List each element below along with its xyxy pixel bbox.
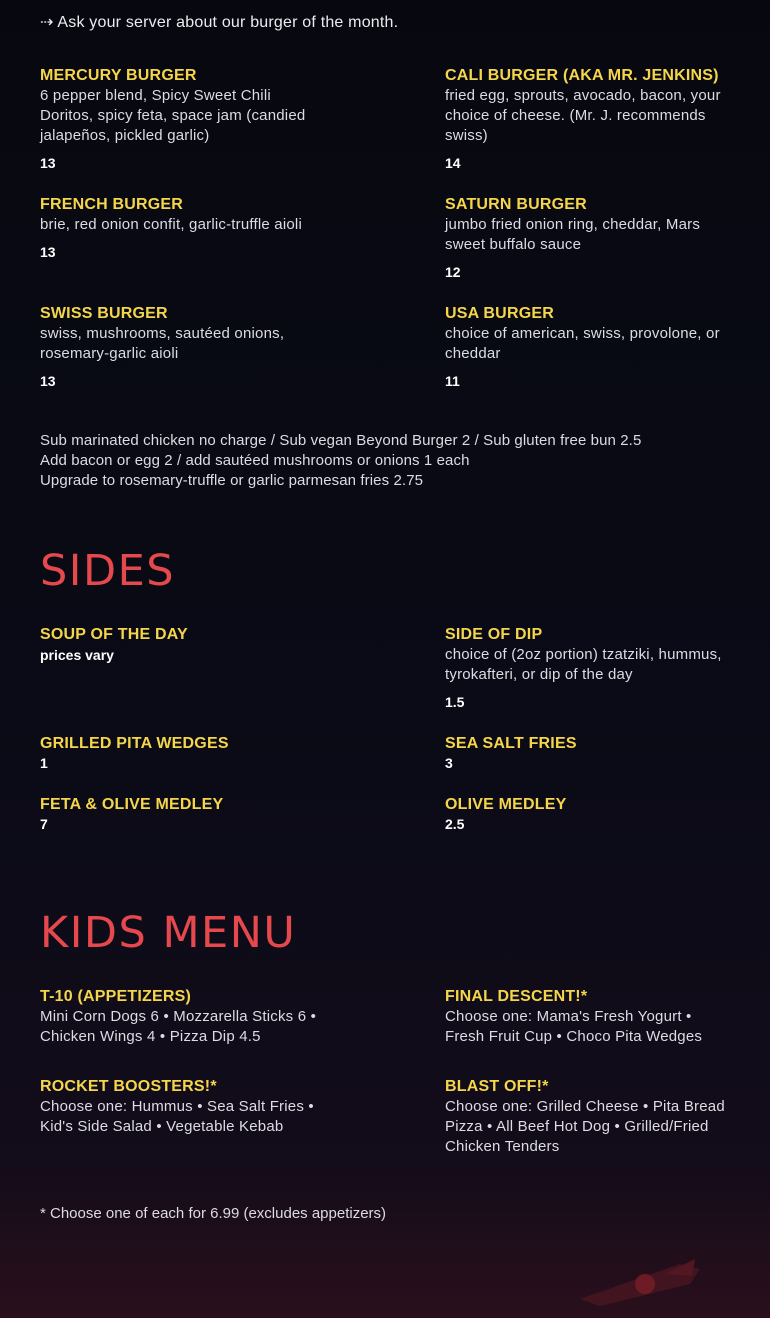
item-price: 13	[40, 244, 56, 260]
item-description: fried egg, sprouts, avocado, bacon, your choice of cheese. (Mr. J. recommends swiss)	[445, 87, 721, 144]
rocket-logo-icon	[570, 1244, 710, 1314]
item-name: SEA SALT FRIES	[445, 735, 577, 752]
item-description: Choose one: Hummus • Sea Salt Fries • Kid's Side Salad • Vegetable Kebab	[40, 1098, 314, 1135]
item-description: choice of american, swiss, provolone, or cheddar	[445, 325, 720, 362]
item-name: T-10 (APPETIZERS)	[40, 988, 191, 1005]
item-price: 13	[40, 155, 56, 171]
item-name: FETA & OLIVE MEDLEY	[40, 796, 224, 813]
menu-item	[445, 795, 740, 833]
menu-item	[445, 304, 740, 390]
item-name: USA BURGER	[445, 305, 554, 322]
menu-item	[40, 987, 445, 1077]
item-price: 11	[445, 373, 460, 389]
price-note: prices vary	[40, 647, 114, 663]
kids-menu-heading: KIDS MENU	[40, 908, 297, 958]
item-description: Choose one: Mama's Fresh Yogurt • Fresh Fruit Cup • Choco Pita Wedges	[445, 1008, 703, 1045]
item-name: MERCURY BURGER	[40, 67, 197, 84]
item-description: choice of (2oz portion) tzatziki, hummus, tyrokafteri, or dip of the day	[445, 646, 722, 683]
burger-grid	[40, 66, 740, 390]
addon-line: Sub marinated chicken no charge / Sub vegan Beyond Burger 2 / Sub gluten free bun 2.5	[40, 432, 642, 449]
menu-item	[445, 625, 740, 734]
kids-combo-note: * Choose one of each for 6.99 (excludes appetizers)	[40, 1205, 387, 1222]
item-name: SWISS BURGER	[40, 305, 168, 322]
item-price: 1.5	[445, 694, 465, 710]
item-name: SATURN BURGER	[445, 196, 587, 213]
menu-item	[40, 795, 445, 833]
item-name: FINAL DESCENT!*	[445, 988, 588, 1005]
item-description: 6 pepper blend, Spicy Sweet Chili Doritos, spicy feta, space jam (candied jalapeños, pickled garlic)	[40, 87, 306, 144]
burger-of-month-note: ⇢ Ask your server about our burger of the month.	[40, 14, 399, 31]
menu-item	[445, 1077, 740, 1157]
item-name: ROCKET BOOSTERS!*	[40, 1078, 217, 1095]
sides-grid	[40, 625, 740, 833]
menu-item	[40, 625, 445, 734]
menu-item	[40, 1077, 445, 1157]
item-name: BLAST OFF!*	[445, 1078, 549, 1095]
item-price: 7	[40, 816, 48, 832]
item-price: 2.5	[445, 816, 465, 832]
menu-item	[445, 734, 740, 795]
menu-item	[445, 66, 740, 195]
item-name: FRENCH BURGER	[40, 196, 184, 213]
menu-item	[40, 195, 445, 304]
sides-heading: SIDES	[40, 546, 176, 596]
menu-item	[445, 195, 740, 304]
item-price: 12	[445, 264, 461, 280]
item-description: brie, red onion confit, garlic-truffle aioli	[40, 216, 302, 233]
item-description: jumbo fried onion ring, cheddar, Mars sweet buffalo sauce	[445, 216, 701, 253]
item-name: OLIVE MEDLEY	[445, 796, 567, 813]
addon-line: Add bacon or egg 2 / add sautéed mushrooms or onions 1 each	[40, 452, 470, 469]
addon-line: Upgrade to rosemary-truffle or garlic parmesan fries 2.75	[40, 472, 424, 489]
item-description: Mini Corn Dogs 6 • Mozzarella Sticks 6 • Chicken Wings 4 • Pizza Dip 4.5	[40, 1008, 317, 1045]
menu-item	[40, 304, 445, 390]
menu-item	[40, 66, 445, 195]
item-description: swiss, mushrooms, sautéed onions, rosemary-garlic aioli	[40, 325, 285, 362]
item-price: 14	[445, 155, 461, 171]
item-price: 3	[445, 755, 453, 771]
menu-item	[40, 734, 445, 795]
item-description: Choose one: Grilled Cheese • Pita Bread Pizza • All Beef Hot Dog • Grilled/Fried Chicken Tenders	[445, 1098, 725, 1155]
item-price: 1	[40, 755, 48, 771]
item-name: CALI BURGER (AKA MR. JENKINS)	[445, 67, 719, 84]
burger-addons	[40, 431, 641, 491]
item-price: 13	[40, 373, 56, 389]
item-name: SIDE OF DIP	[445, 626, 543, 643]
kids-grid	[40, 987, 740, 1157]
item-name: SOUP OF THE DAY	[40, 626, 188, 643]
menu-item	[445, 987, 740, 1077]
item-name: GRILLED PITA WEDGES	[40, 735, 229, 752]
